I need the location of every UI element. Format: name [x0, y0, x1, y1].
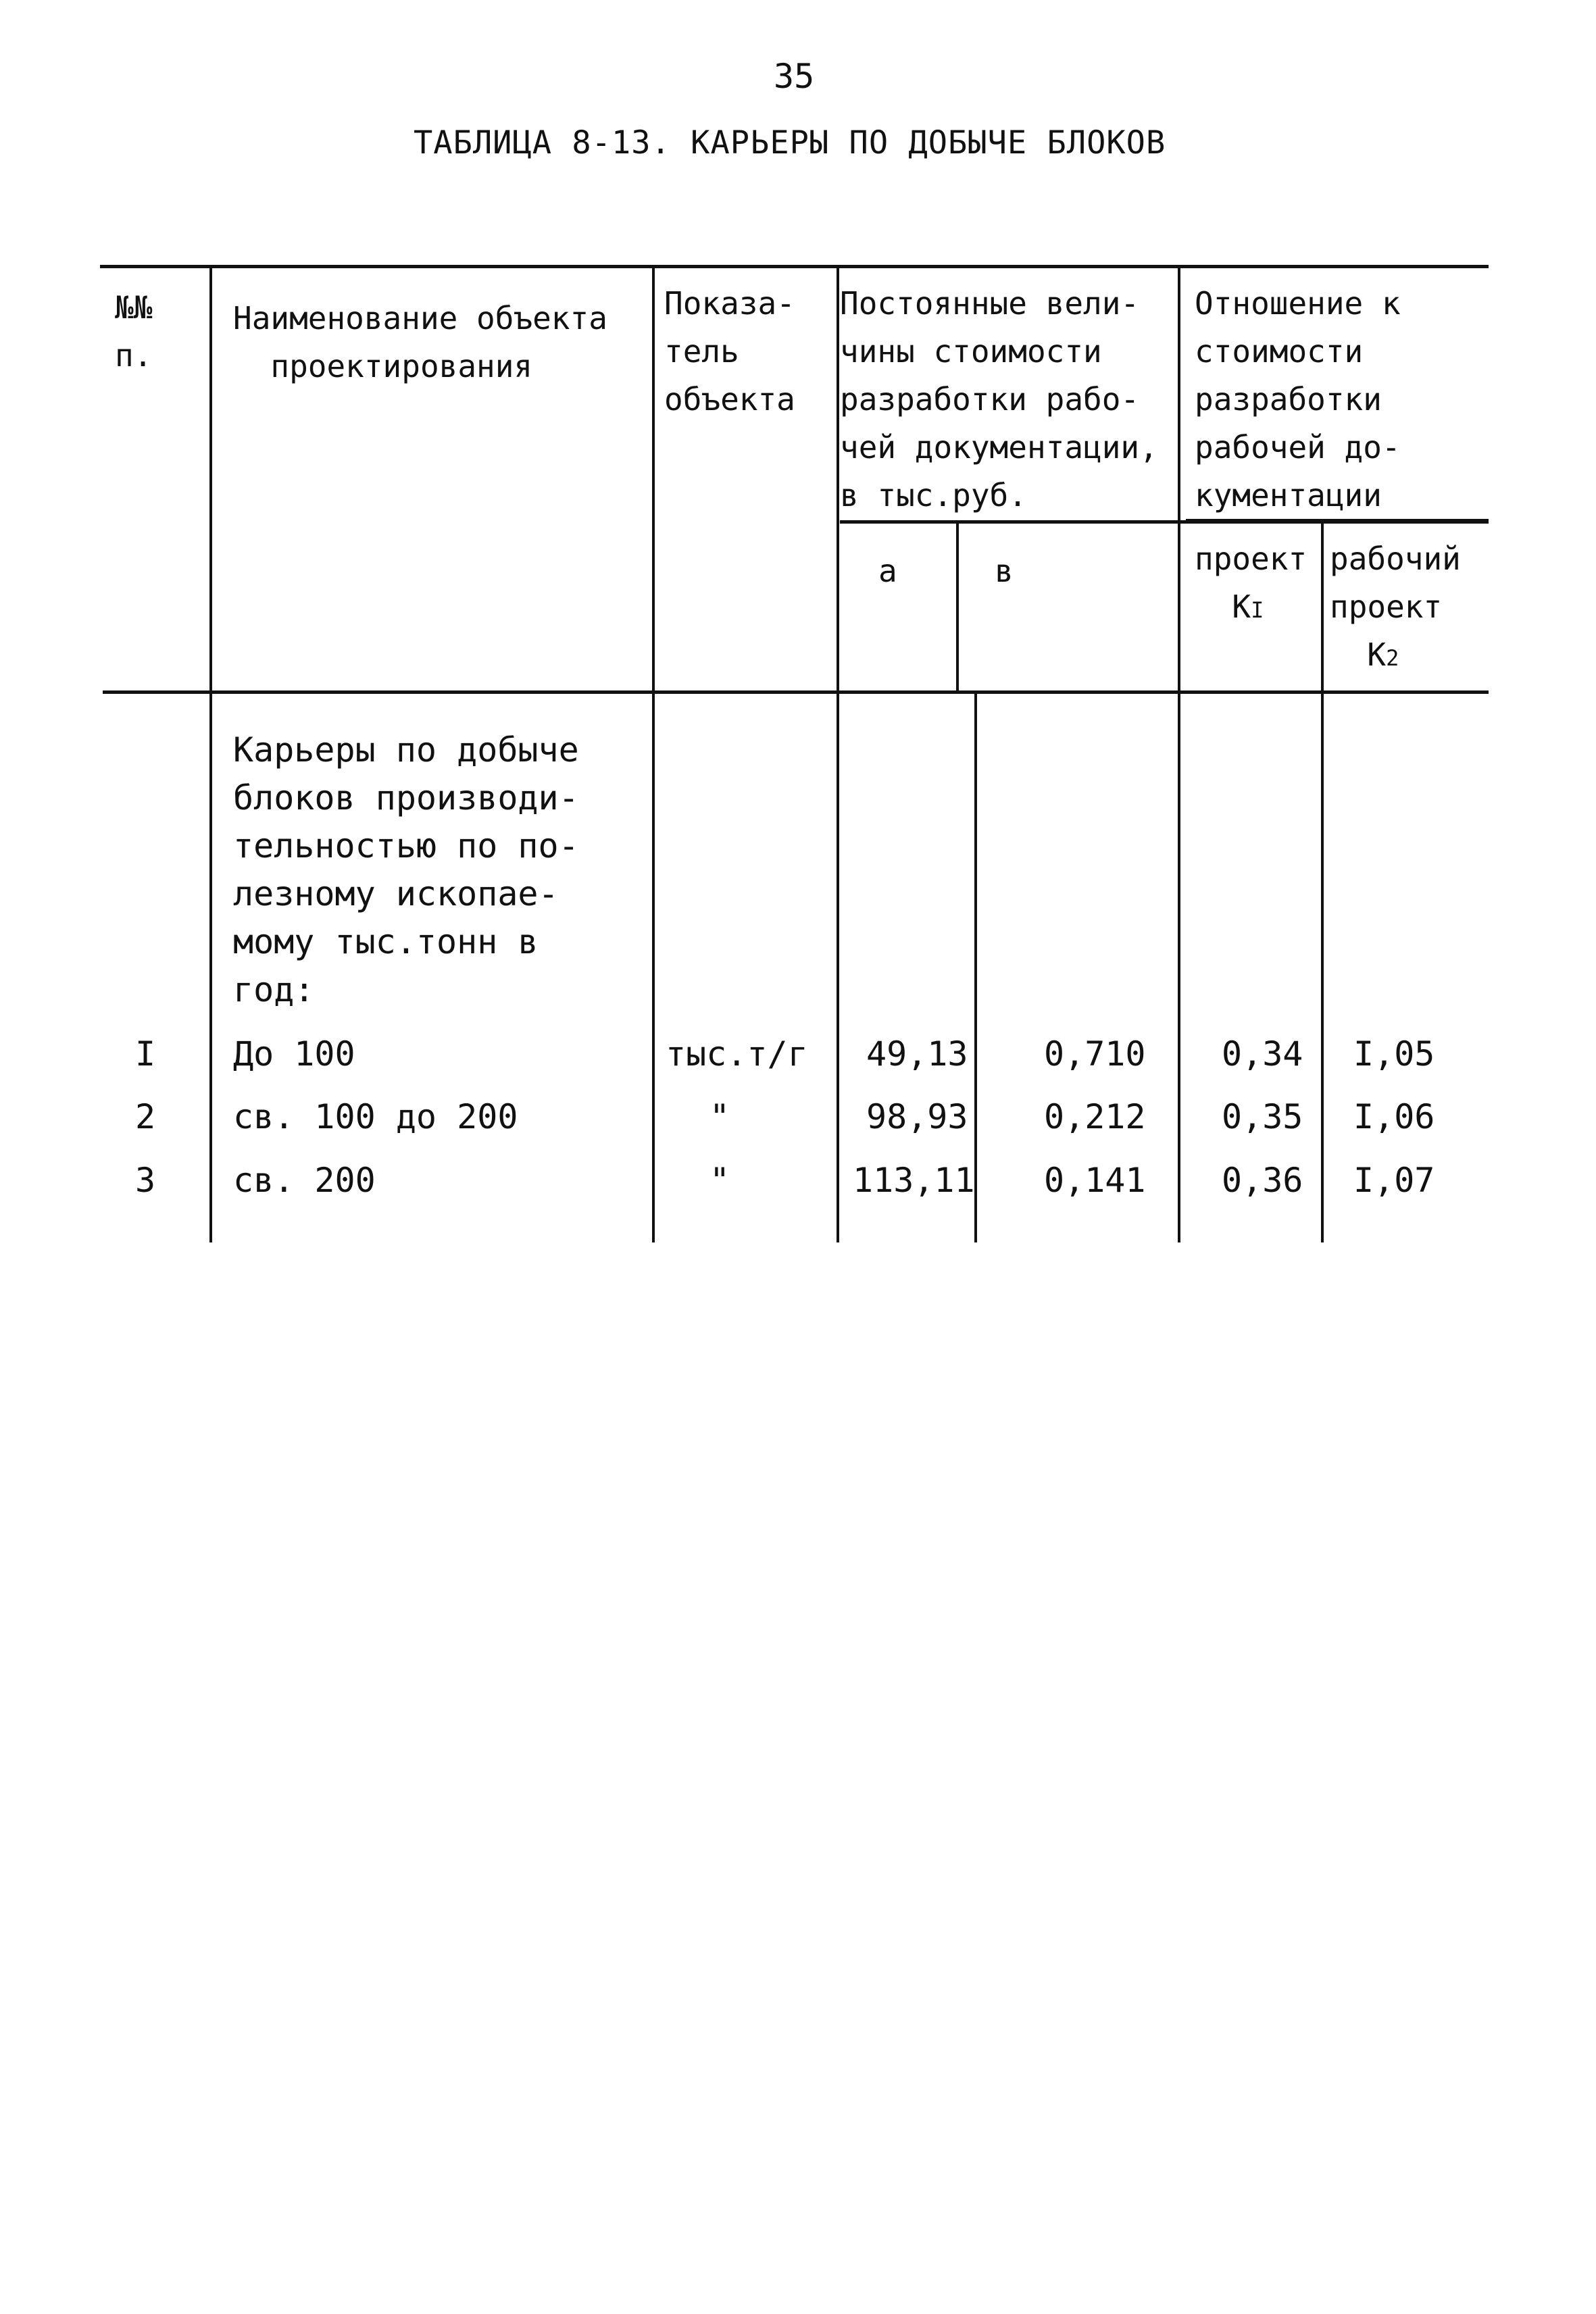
row-value-b: 0,710 — [1044, 1034, 1146, 1074]
header-sub-a: а — [878, 553, 897, 589]
header-name: Наименование объекта проектирования — [233, 300, 607, 384]
top-rule — [100, 265, 1489, 268]
row-value-b: 0,141 — [1044, 1161, 1146, 1200]
row-no: 2 — [135, 1097, 156, 1136]
page-number: 35 — [774, 57, 815, 96]
col-rule-1 — [209, 265, 212, 1242]
header-sub-k1: проект КI — [1195, 540, 1307, 625]
col-rule-3 — [837, 265, 839, 1242]
col-rule-ab-body — [974, 690, 977, 1242]
row-value-a: 49,13 — [866, 1034, 968, 1074]
col-rule-ab-header — [956, 520, 959, 690]
col-rule-2 — [652, 265, 655, 1242]
row-value-k1: 0,34 — [1222, 1034, 1303, 1074]
row-indicator: тыс.т/г — [666, 1034, 808, 1074]
row-no: I — [135, 1034, 156, 1074]
header-ratio: Отношение к стоимости разработки рабочей до- кументации — [1195, 285, 1401, 513]
row-no: 3 — [135, 1161, 156, 1200]
header-const-values: Постоянные вели- чины стоимости разработки рабо- чей документации, в тыс.руб. — [840, 285, 1158, 513]
row-value-k2: I,05 — [1353, 1034, 1435, 1074]
row-indicator: " — [709, 1097, 730, 1136]
group-label: Карьеры по добыче блоков производи- тельностью по по- лезному ископае- мому тыс.тонн в год: — [233, 730, 579, 1009]
header-no: №№ п. — [115, 289, 153, 374]
table-title: ТАБЛИЦА 8-13. КАРЬЕРЫ ПО ДОБЫЧЕ БЛОКОВ — [414, 124, 1166, 161]
row-value-k2: I,06 — [1353, 1097, 1435, 1136]
header-sub-b: в — [995, 553, 1014, 589]
header-sub-k2: рабочий проект К2 — [1330, 540, 1461, 673]
row-value-k1: 0,36 — [1222, 1161, 1303, 1200]
header-indicator: Показа- тель объекта — [664, 285, 795, 418]
row-name: св. 200 — [233, 1161, 376, 1200]
col-rule-5 — [1321, 520, 1324, 1242]
row-value-b: 0,212 — [1044, 1097, 1146, 1136]
row-value-k1: 0,35 — [1222, 1097, 1303, 1136]
row-value-a: 98,93 — [866, 1097, 968, 1136]
header-bottom-rule — [103, 690, 1489, 694]
row-name: св. 100 до 200 — [233, 1097, 518, 1136]
row-value-k2: I,07 — [1353, 1161, 1435, 1200]
row-value-a: 113,11 — [853, 1161, 975, 1200]
row-name: До 100 — [233, 1034, 355, 1074]
row-indicator: " — [709, 1161, 730, 1200]
col-rule-4 — [1178, 265, 1180, 1242]
